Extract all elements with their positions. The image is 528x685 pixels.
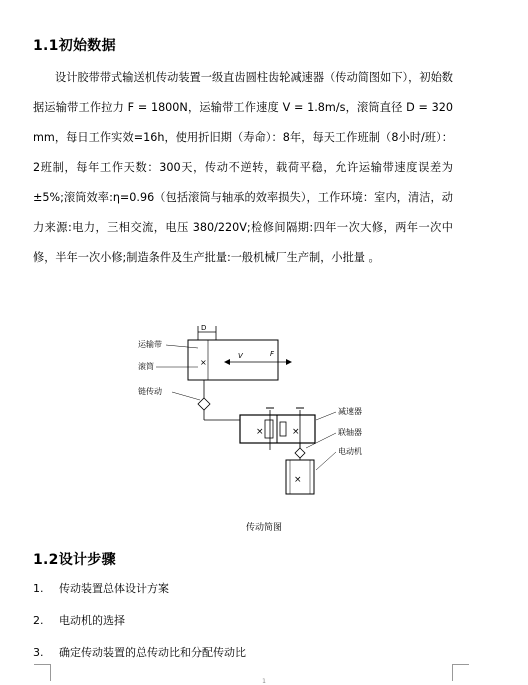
list-item-number: 2. bbox=[33, 614, 44, 627]
list-item-text: 确定传动装置的总传动比和分配传动比 bbox=[59, 646, 246, 659]
dim-d-label: D bbox=[201, 324, 207, 332]
coupling-symbol bbox=[295, 448, 305, 458]
reducer-gear-mark-1: × bbox=[256, 427, 264, 437]
list-item-text: 电动机的选择 bbox=[59, 614, 125, 627]
list-item-number: 1. bbox=[33, 582, 44, 595]
label-belt: 运输带 bbox=[138, 340, 162, 349]
drum-center-mark: × bbox=[200, 358, 207, 367]
initial-data-paragraph: 设计胶带带式输送机传动装置一级直齿圆柱齿轮减速器（传动简图如下），初始数据运输带工作拉力 F = 1800N，运输带工作速度 V = 1.8m/s，滚筒直径 D = 320mm，每日工作实效=16h，使用折旧期（寿命）：8年，每天工作班制（8小时/班）：2班制，每年工作天数：300天，传动不逆转，载荷平稳，允许运输带速度误差为±5%;滚筒效率:η=0.96（包括滚筒与轴承的效率损失），工作环境：室内，清洁，动力来源:电力，三相交流，电压 380/220V;检修间隔期:四年一次大修，两年一次中修，半年一次小修;制造条件及生产批量:一般机械厂生产制，小批量 。 bbox=[33, 71, 453, 264]
transmission-diagram-svg bbox=[120, 320, 410, 520]
list-item-number: 3. bbox=[33, 646, 44, 659]
label-coupling: 联轴器 bbox=[338, 428, 362, 437]
v-label: V bbox=[238, 352, 243, 360]
reducer-gear-mark-2: × bbox=[292, 427, 300, 437]
list-item bbox=[33, 614, 473, 646]
figure-caption: 传动简图 bbox=[245, 523, 282, 533]
label-motor: 电动机 bbox=[338, 447, 362, 456]
design-steps-list bbox=[33, 582, 473, 678]
section-heading-design-steps: 1.2设计步骤 bbox=[33, 552, 116, 568]
motor-center-mark: × bbox=[294, 475, 302, 485]
list-item bbox=[33, 646, 473, 678]
section-heading-initial-data: 1.1初始数据 bbox=[33, 38, 116, 54]
list-item-text: 传动装置总体设计方案 bbox=[59, 582, 169, 595]
f-label: F bbox=[270, 350, 275, 358]
label-reducer: 减速器 bbox=[338, 407, 362, 416]
label-chain: 链传动 bbox=[138, 387, 162, 396]
transmission-diagram bbox=[120, 320, 410, 520]
label-drum: 滚筒 bbox=[138, 362, 154, 371]
list-item bbox=[33, 582, 473, 614]
page-number: 1 bbox=[262, 678, 266, 685]
